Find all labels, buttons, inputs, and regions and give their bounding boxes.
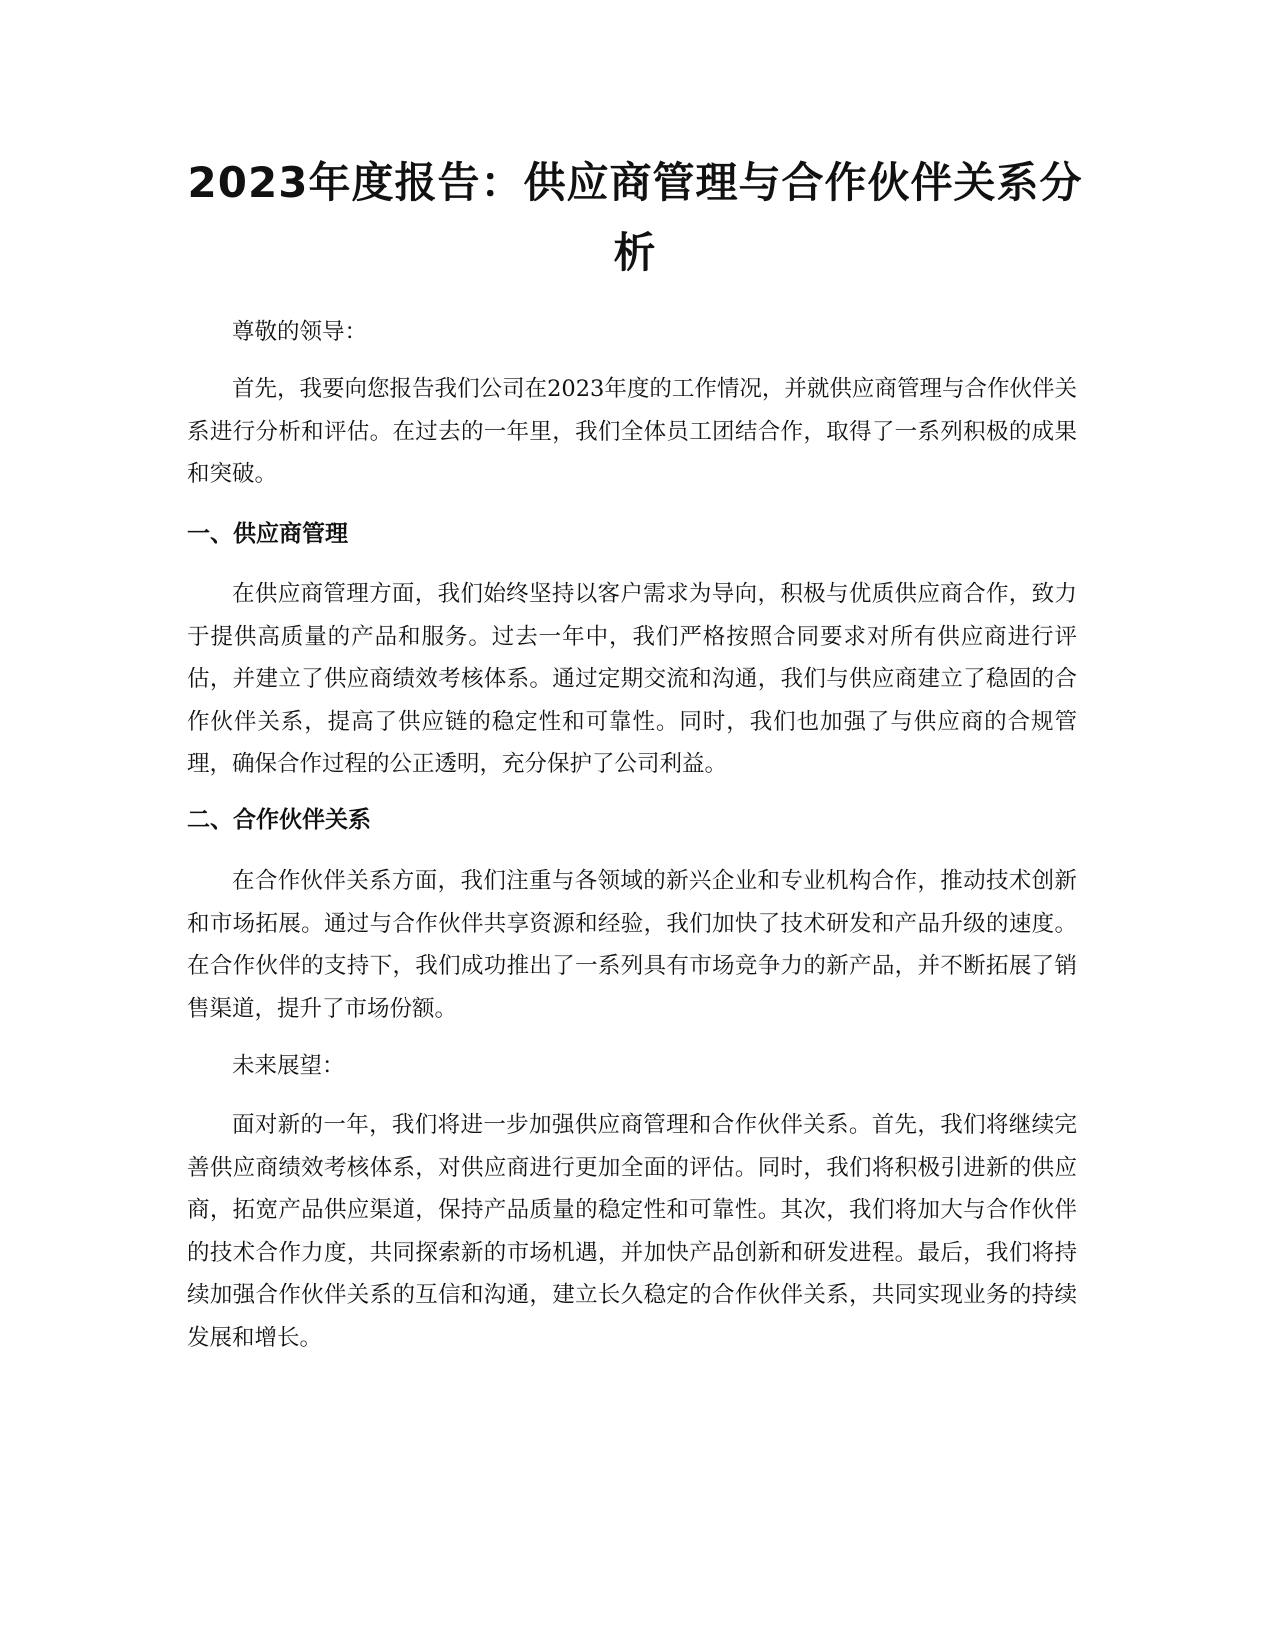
section-heading-partnership: 二、合作伙伴关系 — [187, 807, 371, 833]
partnership-paragraph: 在合作伙伴关系方面，我们注重与各领域的新兴企业和专业机构合作，推动技术创新和市场拓展。通过与合作伙伴共享资源和经验，我们加快了技术研发和产品升级的速度。在合作伙伴的支持下，我们成功推出了一系列具有市场竞争力的新产品，并不断拓展了销售渠道，提升了市场份额。 — [187, 868, 1077, 1022]
supplier-management-paragraph: 在供应商管理方面，我们始终坚持以客户需求为导向，积极与优质供应商合作，致力于提供高质量的产品和服务。过去一年中，我们严格按照合同要求对所有供应商进行评估，并建立了供应商绩效考核体系。通过定期交流和沟通，我们与供应商建立了稳固的合作伙伴关系，提高了供应链的稳定性和可靠性。同时，我们也加强了与供应商的合规管理，确保合作过程的公正透明，充分保护了公司利益。 — [187, 581, 1077, 777]
outlook-paragraph: 面对新的一年，我们将进一步加强供应商管理和合作伙伴关系。首先，我们将继续完善供应商绩效考核体系，对供应商进行更加全面的评估。同时，我们将积极引进新的供应商，拓宽产品供应渠道，保持产品质量的稳定性和可靠性。其次，我们将加大与合作伙伴的技术合作力度，共同探索新的市场机遇，并加快产品创新和研发进程。最后，我们将持续加强合作伙伴关系的互信和沟通，建立长久稳定的合作伙伴关系，共同实现业务的持续发展和增长。 — [187, 1112, 1077, 1351]
greeting: 尊敬的领导： — [232, 319, 368, 345]
intro-paragraph: 首先，我要向您报告我们公司在2023年度的工作情况，并就供应商管理与合作伙伴关系进行分析和评估。在过去的一年里，我们全体员工团结合作，取得了一系列积极的成果和突破。 — [187, 376, 1077, 487]
outlook-label: 未来展望： — [232, 1053, 345, 1079]
document-title: 2023年度报告：供应商管理与合作伙伴关系分析 — [187, 158, 1083, 277]
section-heading-supplier-management: 一、供应商管理 — [187, 521, 348, 547]
